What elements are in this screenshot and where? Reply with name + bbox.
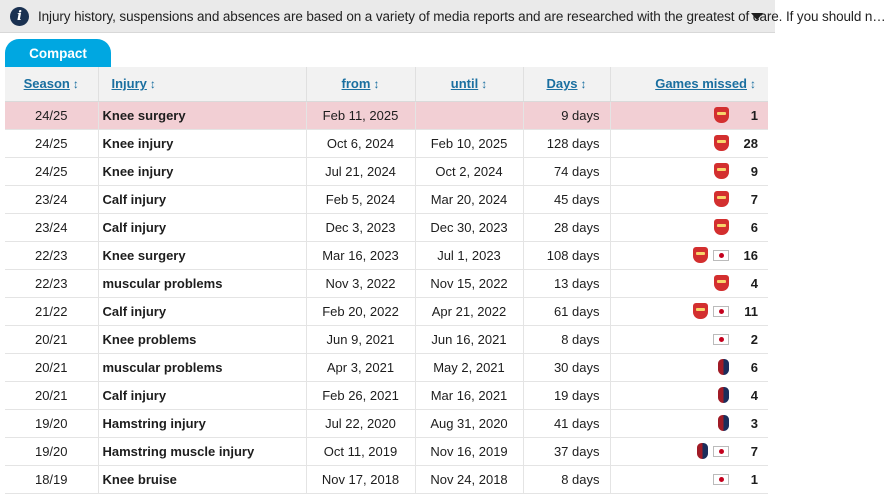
days-cell: 28 days — [523, 213, 610, 241]
chevron-down-icon[interactable] — [751, 13, 763, 20]
games-missed-cell — [610, 129, 768, 157]
info-icon: i — [10, 7, 29, 26]
until-date-cell: Feb 10, 2025 — [415, 129, 523, 157]
sort-icon[interactable]: ↕ — [580, 77, 587, 92]
injury-cell: Calf injury — [98, 297, 306, 325]
until-date-cell: May 2, 2021 — [415, 353, 523, 381]
until-date-cell — [415, 101, 523, 129]
arsenal-crest-icon[interactable] — [693, 247, 708, 263]
season-cell: 20/21 — [5, 381, 98, 409]
games-missed-cell — [610, 269, 768, 297]
games-missed-count: 1 — [750, 471, 758, 487]
days-cell: 108 days — [523, 241, 610, 269]
table-row — [5, 157, 768, 185]
table-row — [5, 381, 768, 409]
until-date-cell: Jun 16, 2021 — [415, 325, 523, 353]
games-missed-count: 3 — [750, 415, 758, 431]
until-date-cell: Dec 30, 2023 — [415, 213, 523, 241]
arsenal-crest-icon[interactable] — [693, 303, 708, 319]
days-cell: 8 days — [523, 325, 610, 353]
sort-icon[interactable]: ↕ — [481, 77, 488, 92]
tab-compact[interactable]: Compact — [5, 39, 111, 67]
arsenal-crest-icon[interactable] — [714, 163, 729, 179]
until-date-cell: Aug 31, 2020 — [415, 409, 523, 437]
info-notice-bar — [0, 0, 886, 33]
games-missed-count: 7 — [750, 191, 758, 207]
table-row — [5, 437, 768, 465]
from-date-cell: Jun 9, 2021 — [306, 325, 415, 353]
games-missed-cell — [610, 437, 768, 465]
table-row — [5, 353, 768, 381]
until-date-cell: Oct 2, 2024 — [415, 157, 523, 185]
games-missed-cell — [610, 241, 768, 269]
column-header-until[interactable]: until ↕ — [415, 67, 523, 101]
from-date-cell: Feb 20, 2022 — [306, 297, 415, 325]
injury-cell: Knee surgery — [98, 101, 306, 129]
table-row — [5, 325, 768, 353]
games-missed-count: 11 — [744, 303, 758, 319]
season-cell: 23/24 — [5, 185, 98, 213]
games-missed-cell — [610, 409, 768, 437]
from-date-cell: Jul 22, 2020 — [306, 409, 415, 437]
games-missed-cell — [610, 101, 768, 129]
season-cell: 23/24 — [5, 213, 98, 241]
season-cell: 24/25 — [5, 101, 98, 129]
games-missed-count: 16 — [743, 247, 758, 263]
games-missed-count: 28 — [743, 135, 758, 151]
table-row — [5, 101, 768, 129]
arsenal-crest-icon[interactable] — [714, 219, 729, 235]
until-date-cell: Mar 20, 2024 — [415, 185, 523, 213]
from-date-cell: Nov 17, 2018 — [306, 465, 415, 493]
games-missed-count: 6 — [750, 219, 758, 235]
table-row — [5, 241, 768, 269]
days-cell: 9 days — [523, 101, 610, 129]
season-cell: 19/20 — [5, 437, 98, 465]
season-cell: 24/25 — [5, 129, 98, 157]
games-missed-cell — [610, 157, 768, 185]
until-date-cell: Nov 15, 2022 — [415, 269, 523, 297]
injury-cell: Knee surgery — [98, 241, 306, 269]
table-row — [5, 409, 768, 437]
games-missed-count: 6 — [750, 359, 758, 375]
japan-flag-icon[interactable] — [713, 446, 729, 457]
until-date-cell: Apr 21, 2022 — [415, 297, 523, 325]
season-cell: 24/25 — [5, 157, 98, 185]
games-missed-count: 2 — [750, 331, 758, 347]
column-header-season[interactable]: Season ↕ — [5, 67, 98, 101]
games-missed-count: 1 — [750, 107, 758, 123]
tab-detailed[interactable]: Detailed — [107, 39, 201, 67]
sort-icon[interactable]: ↕ — [149, 77, 156, 92]
column-header-injury[interactable]: Injury ↕ — [98, 67, 306, 101]
sort-icon[interactable]: ↕ — [373, 77, 380, 92]
from-date-cell: Feb 11, 2025 — [306, 101, 415, 129]
games-missed-cell — [610, 353, 768, 381]
season-cell: 22/23 — [5, 269, 98, 297]
injury-cell: Calf injury — [98, 185, 306, 213]
table-row — [5, 213, 768, 241]
from-date-cell: Feb 26, 2021 — [306, 381, 415, 409]
column-header-games-missed[interactable]: Games missed ↕ — [610, 67, 768, 101]
bologna-crest-icon[interactable] — [718, 359, 729, 375]
injury-cell: muscular problems — [98, 353, 306, 381]
days-cell: 8 days — [523, 465, 610, 493]
days-cell: 13 days — [523, 269, 610, 297]
injury-cell: Hamstring muscle injury — [98, 437, 306, 465]
season-cell: 20/21 — [5, 325, 98, 353]
until-date-cell: Nov 16, 2019 — [415, 437, 523, 465]
table-row — [5, 465, 768, 493]
days-cell: 19 days — [523, 381, 610, 409]
days-cell: 37 days — [523, 437, 610, 465]
table-row — [5, 297, 768, 325]
season-cell: 20/21 — [5, 353, 98, 381]
season-cell: 22/23 — [5, 241, 98, 269]
table-row — [5, 269, 768, 297]
japan-flag-icon[interactable] — [713, 474, 729, 485]
injury-cell: Calf injury — [98, 213, 306, 241]
arsenal-crest-icon[interactable] — [714, 135, 729, 151]
games-missed-cell — [610, 465, 768, 493]
bologna-crest-icon[interactable] — [718, 387, 729, 403]
sort-icon[interactable]: ↕ — [750, 77, 756, 92]
arsenal-crest-icon[interactable] — [714, 191, 729, 207]
games-missed-count: 4 — [750, 275, 758, 291]
games-missed-cell — [610, 185, 768, 213]
season-cell: 18/19 — [5, 465, 98, 493]
season-cell: 21/22 — [5, 297, 98, 325]
from-date-cell: Jul 21, 2024 — [306, 157, 415, 185]
from-date-cell: Nov 3, 2022 — [306, 269, 415, 297]
from-date-cell: Mar 16, 2023 — [306, 241, 415, 269]
injury-cell: Calf injury — [98, 381, 306, 409]
days-cell: 61 days — [523, 297, 610, 325]
from-date-cell: Apr 3, 2021 — [306, 353, 415, 381]
sort-icon[interactable]: ↕ — [72, 77, 79, 92]
days-cell: 41 days — [523, 409, 610, 437]
days-cell: 30 days — [523, 353, 610, 381]
japan-flag-icon[interactable] — [713, 334, 729, 345]
from-date-cell: Oct 6, 2024 — [306, 129, 415, 157]
injury-cell: muscular problems — [98, 269, 306, 297]
games-missed-cell — [610, 297, 768, 325]
until-date-cell: Jul 1, 2023 — [415, 241, 523, 269]
days-cell: 128 days — [523, 129, 610, 157]
until-date-cell: Nov 24, 2018 — [415, 465, 523, 493]
games-missed-cell — [610, 381, 768, 409]
injury-cell: Knee injury — [98, 129, 306, 157]
until-date-cell: Mar 16, 2021 — [415, 381, 523, 409]
injury-cell: Knee injury — [98, 157, 306, 185]
days-cell: 74 days — [523, 157, 610, 185]
games-missed-count: 4 — [750, 387, 758, 403]
injury-history-table — [5, 67, 768, 494]
injury-cell: Knee bruise — [98, 465, 306, 493]
view-tabs — [5, 39, 201, 67]
column-header-from[interactable]: from ↕ — [306, 67, 415, 101]
games-missed-cell — [610, 213, 768, 241]
column-header-days[interactable]: Days ↕ — [523, 67, 610, 101]
table-header-row — [5, 67, 768, 101]
arsenal-crest-icon[interactable] — [714, 107, 729, 123]
injury-cell: Hamstring injury — [98, 409, 306, 437]
days-cell: 45 days — [523, 185, 610, 213]
injury-cell: Knee problems — [98, 325, 306, 353]
season-cell: 19/20 — [5, 409, 98, 437]
games-missed-count: 9 — [750, 163, 758, 179]
japan-flag-icon[interactable] — [713, 250, 729, 261]
from-date-cell: Oct 11, 2019 — [306, 437, 415, 465]
games-missed-cell — [610, 325, 768, 353]
table-row — [5, 185, 768, 213]
from-date-cell: Feb 5, 2024 — [306, 185, 415, 213]
japan-flag-icon[interactable] — [713, 306, 729, 317]
table-row — [5, 129, 768, 157]
arsenal-crest-icon[interactable] — [714, 275, 729, 291]
bologna-crest-icon[interactable] — [718, 415, 729, 431]
bologna-crest-icon[interactable] — [697, 443, 708, 459]
games-missed-count: 7 — [750, 443, 758, 459]
notice-text: Injury history, suspensions and absences are based on a variety of media reports and are researched with the greatest of care. If you should n… — [38, 8, 886, 24]
from-date-cell: Dec 3, 2023 — [306, 213, 415, 241]
